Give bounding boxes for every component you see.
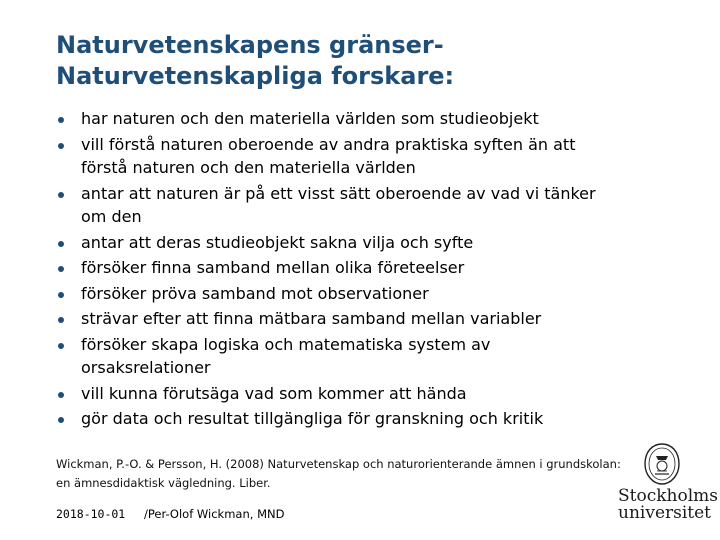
bullet-dot-icon [58,117,64,123]
bullet-item [56,307,676,331]
bullet-item [56,133,676,180]
bullet-text-line: gör data och resultat tillgängliga för granskning och kritik [81,409,544,428]
bullet-text-line: har naturen och den materiella världen som studieobjekt [81,109,539,128]
bullet-dot-icon [58,417,64,423]
bullet-item [56,256,676,280]
bullet-text-line: försöker skapa logiska och matematiska system av [81,334,491,354]
bullet-text-line: orsaksrelationer [81,358,211,377]
bullet-dot-icon [58,241,64,247]
bullet-item [56,107,676,131]
bullet-dot-icon [58,266,64,272]
citation [56,455,656,493]
bullet-text-line: antar att naturen är på ett visst sätt oberoende av vad vi tänker [81,183,596,203]
bullet-item [56,333,676,380]
bullet-item [56,407,676,431]
bullet-item [56,231,676,255]
logo-wordmark [618,488,718,522]
slide-title [56,30,676,92]
bullet-text-line: vill förstå naturen oberoende av andra praktiska syften än att [81,134,576,154]
logo-line-2: universitet [618,503,712,523]
citation-line-2: en ämnesdidaktisk vägledning. Liber. [56,476,271,490]
bullet-dot-icon [58,192,64,198]
citation-line-1: Wickman, P.-O. & Persson, H. (2008) Naturvetenskap och naturorienterande ämnen i grundskolan: [56,457,621,471]
bullet-dot-icon [58,143,64,149]
bullet-item [56,382,676,406]
bullet-text-line: strävar efter att finna mätbara samband mellan variabler [81,309,542,328]
bullet-text-line: om den [81,207,142,226]
bullet-item [56,282,676,306]
bullet-text-line: försöker finna samband mellan olika företeelser [81,258,465,277]
bullet-list [56,107,676,433]
bullet-text-line: förstå naturen och den materiella världen [81,158,416,177]
bullet-item [56,182,676,229]
logo-line-1: Stockholms [618,486,718,506]
slide-title-line-2: Naturvetenskapliga forskare: [56,62,455,90]
bullet-dot-icon [58,292,64,298]
bullet-text-line: vill kunna förutsäga vad som kommer att hända [81,383,467,403]
bullet-dot-icon [58,317,64,323]
university-logo [612,440,716,536]
bullet-dot-icon [58,343,64,349]
bullet-text-line: antar att deras studieobjekt sakna vilja och syfte [81,232,474,252]
university-seal-icon [642,442,682,486]
footer-date: 2018-10-01 [56,507,126,521]
bullet-text-line: försöker pröva samband mot observationer [81,283,429,303]
slide-title-line-1: Naturvetenskapens gränser- [56,31,444,59]
footer-author: /Per-Olof Wickman, MND [144,507,285,521]
bullet-dot-icon [58,392,64,398]
